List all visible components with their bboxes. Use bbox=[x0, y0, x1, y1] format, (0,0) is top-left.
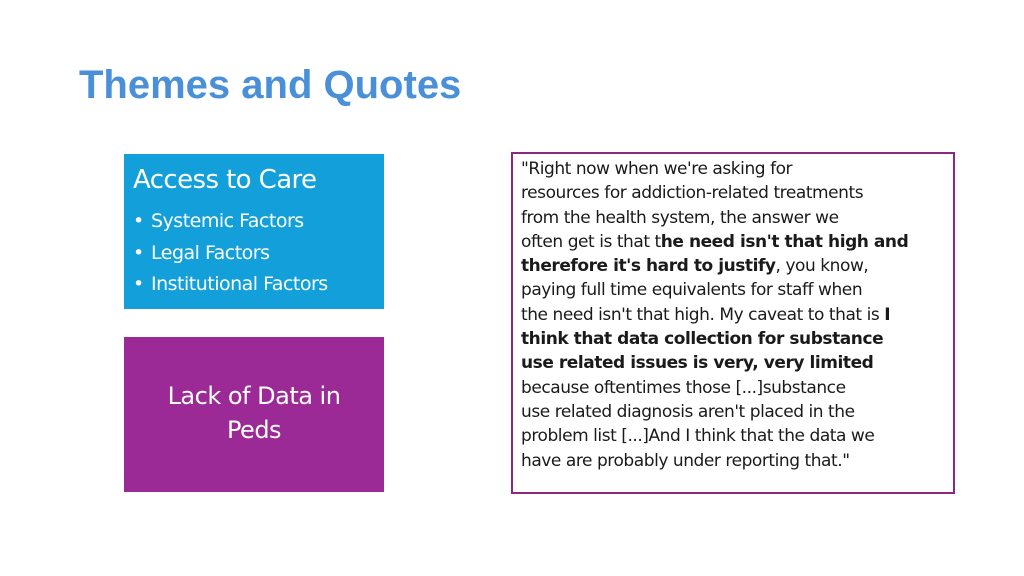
bullet-icon: • bbox=[133, 273, 144, 295]
quote-line bbox=[521, 157, 945, 181]
quote-line bbox=[521, 254, 945, 278]
quote-line bbox=[521, 449, 945, 473]
quote-line bbox=[521, 206, 945, 230]
list-item-label: Institutional Factors bbox=[151, 273, 328, 295]
access-to-care-heading: Access to Care bbox=[133, 165, 317, 195]
quote-emphasis: therefore it's hard to justify bbox=[521, 256, 776, 277]
quote-line bbox=[521, 181, 945, 205]
list-item bbox=[133, 238, 374, 270]
access-to-care-card bbox=[124, 154, 384, 309]
bullet-icon: • bbox=[133, 210, 144, 232]
quote-emphasis: think that data collection for substance bbox=[521, 329, 884, 350]
quote-text: use related diagnosis aren't placed in the bbox=[521, 401, 855, 422]
quote-line bbox=[521, 278, 945, 302]
quote-line bbox=[521, 303, 945, 327]
quote-text: "Right now when we're asking for bbox=[521, 159, 793, 179]
quote-text: resources for addiction-related treatments bbox=[521, 183, 864, 204]
quote-line bbox=[521, 400, 945, 424]
quote-emphasis: I bbox=[884, 304, 891, 325]
quote-emphasis: he need isn't that high and bbox=[660, 231, 909, 252]
quote-text: the need isn't that high. My caveat to that is bbox=[521, 304, 885, 325]
quote-line bbox=[521, 424, 945, 448]
quote-line bbox=[521, 351, 945, 375]
list-item-label: Systemic Factors bbox=[151, 210, 304, 232]
lack-of-data-card bbox=[124, 337, 384, 492]
quote-text: paying full time equivalents for staff when bbox=[521, 280, 863, 301]
quote-emphasis: use related issues is very, very limited bbox=[521, 353, 874, 374]
list-item bbox=[133, 269, 374, 301]
bullet-icon: • bbox=[133, 241, 144, 264]
quote-text: have are probably under reporting that." bbox=[521, 450, 850, 471]
quote-text: from the health system, the answer we bbox=[521, 207, 839, 228]
lack-of-data-line-2: Peds bbox=[226, 416, 282, 444]
quote-line bbox=[521, 230, 945, 254]
list-item-label: Legal Factors bbox=[151, 241, 270, 264]
quote-text: often get is that t bbox=[521, 231, 661, 252]
slide-title: Themes and Quotes bbox=[79, 63, 462, 107]
quote-text: because oftentimes those [...]substance bbox=[521, 377, 846, 398]
quote-text: problem list [...]And I think that the data we bbox=[521, 426, 875, 447]
list-item bbox=[133, 206, 374, 238]
lack-of-data-line-1: Lack of Data in bbox=[167, 382, 341, 410]
quote-line bbox=[521, 327, 945, 351]
quote-line bbox=[521, 376, 945, 400]
access-factors-list bbox=[133, 206, 374, 301]
quote-box bbox=[511, 152, 955, 494]
quote-text: , you know, bbox=[775, 256, 869, 277]
